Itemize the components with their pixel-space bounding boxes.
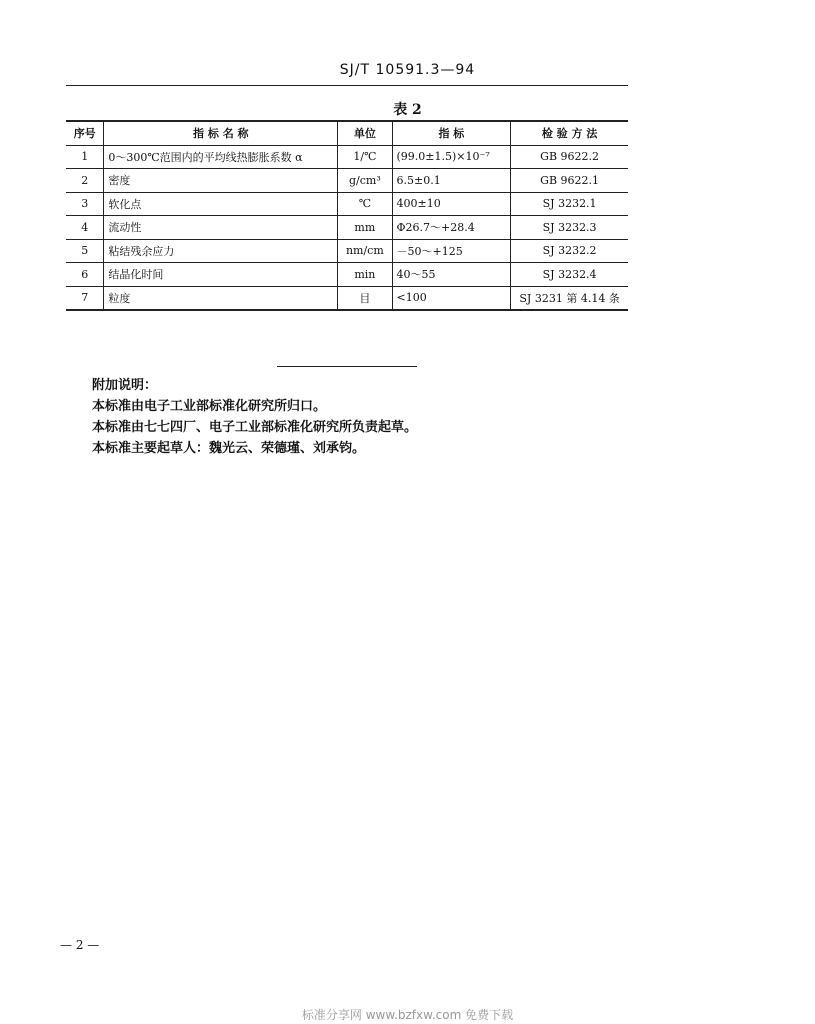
notes-line: 本标准由电子工业部标准化研究所归口。 (92, 399, 327, 414)
cell-spec-value: Φ26.7～+28.4 (392, 216, 511, 240)
header-test-method: 检 验 方 法 (511, 121, 628, 145)
cell-item-name: 粒度 (104, 286, 338, 310)
cell-seq-no: 3 (81, 197, 89, 211)
cell-seq-no: 7 (81, 291, 89, 305)
notes-line: 本标准由七七四厂、电子工业部标准化研究所负责起草。 (92, 420, 418, 435)
header-seq-no: 序号 (73, 127, 96, 141)
header-spec-value: 指 标 (392, 121, 511, 145)
table-caption: 表 2 (393, 102, 422, 118)
cell-test-method: GB 9622.1 (511, 169, 628, 193)
header-rule (66, 85, 628, 86)
cell-test-method: SJ 3232.2 (511, 239, 628, 263)
cell-item-name: 粘结残余应力 (104, 239, 338, 263)
page-number: — 2 — (60, 938, 100, 952)
cell-spec-value: 40～55 (392, 263, 511, 287)
cell-spec-value: 400±10 (392, 192, 511, 216)
standard-code: SJ/T 10591.3—94 (339, 62, 476, 78)
cell-spec-value: <100 (392, 286, 511, 310)
table-row (66, 263, 628, 287)
notes-line: 本标准主要起草人：魏光云、荣德瑾、刘承钧。 (92, 441, 366, 456)
cell-item-name: 流动性 (104, 216, 338, 240)
cell-unit: ℃ (338, 192, 392, 216)
cell-item-name: 密度 (104, 169, 338, 193)
cell-unit: g/cm³ (338, 169, 392, 193)
cell-spec-value: －50～+125 (392, 239, 511, 263)
cell-test-method: SJ 3231 第 4.14 条 (511, 286, 628, 310)
header-item-name: 指 标 名 称 (104, 121, 338, 145)
cell-item-name: 软化点 (104, 192, 338, 216)
table-row (66, 192, 628, 216)
table-header-row (66, 121, 628, 145)
cell-unit: mm (338, 216, 392, 240)
cell-spec-value: (99.0±1.5)×10⁻⁷ (392, 145, 511, 169)
cell-test-method: SJ 3232.4 (511, 263, 628, 287)
cell-test-method: GB 9622.2 (511, 145, 628, 169)
watermark: 标准分享网 www.bzfxw.com 免费下载 (301, 1008, 514, 1022)
cell-unit: min (338, 263, 392, 287)
cell-unit: 目 (338, 286, 392, 310)
cell-unit: 1/℃ (338, 145, 392, 169)
cell-item-name: 0～300℃范围内的平均线热膨胀系数 α (104, 145, 338, 169)
table-row (66, 286, 628, 310)
table-row (66, 145, 628, 169)
cell-seq-no: 6 (81, 267, 89, 281)
cell-seq-no: 1 (81, 150, 89, 164)
notes-title: 附加说明： (92, 378, 158, 393)
header-unit: 单位 (338, 121, 392, 145)
cell-spec-value: 6.5±0.1 (392, 169, 511, 193)
cell-seq-no: 5 (81, 244, 89, 258)
cell-unit: nm/cm (338, 239, 392, 263)
table-row (66, 169, 628, 193)
cell-test-method: SJ 3232.3 (511, 216, 628, 240)
cell-seq-no: 4 (81, 220, 89, 234)
additional-notes (92, 375, 417, 459)
specification-table (66, 120, 628, 311)
table-row (66, 216, 628, 240)
cell-seq-no: 2 (81, 173, 89, 187)
cell-item-name: 结晶化时间 (104, 263, 338, 287)
cell-test-method: SJ 3232.1 (511, 192, 628, 216)
table-row (66, 239, 628, 263)
section-divider (277, 366, 417, 367)
